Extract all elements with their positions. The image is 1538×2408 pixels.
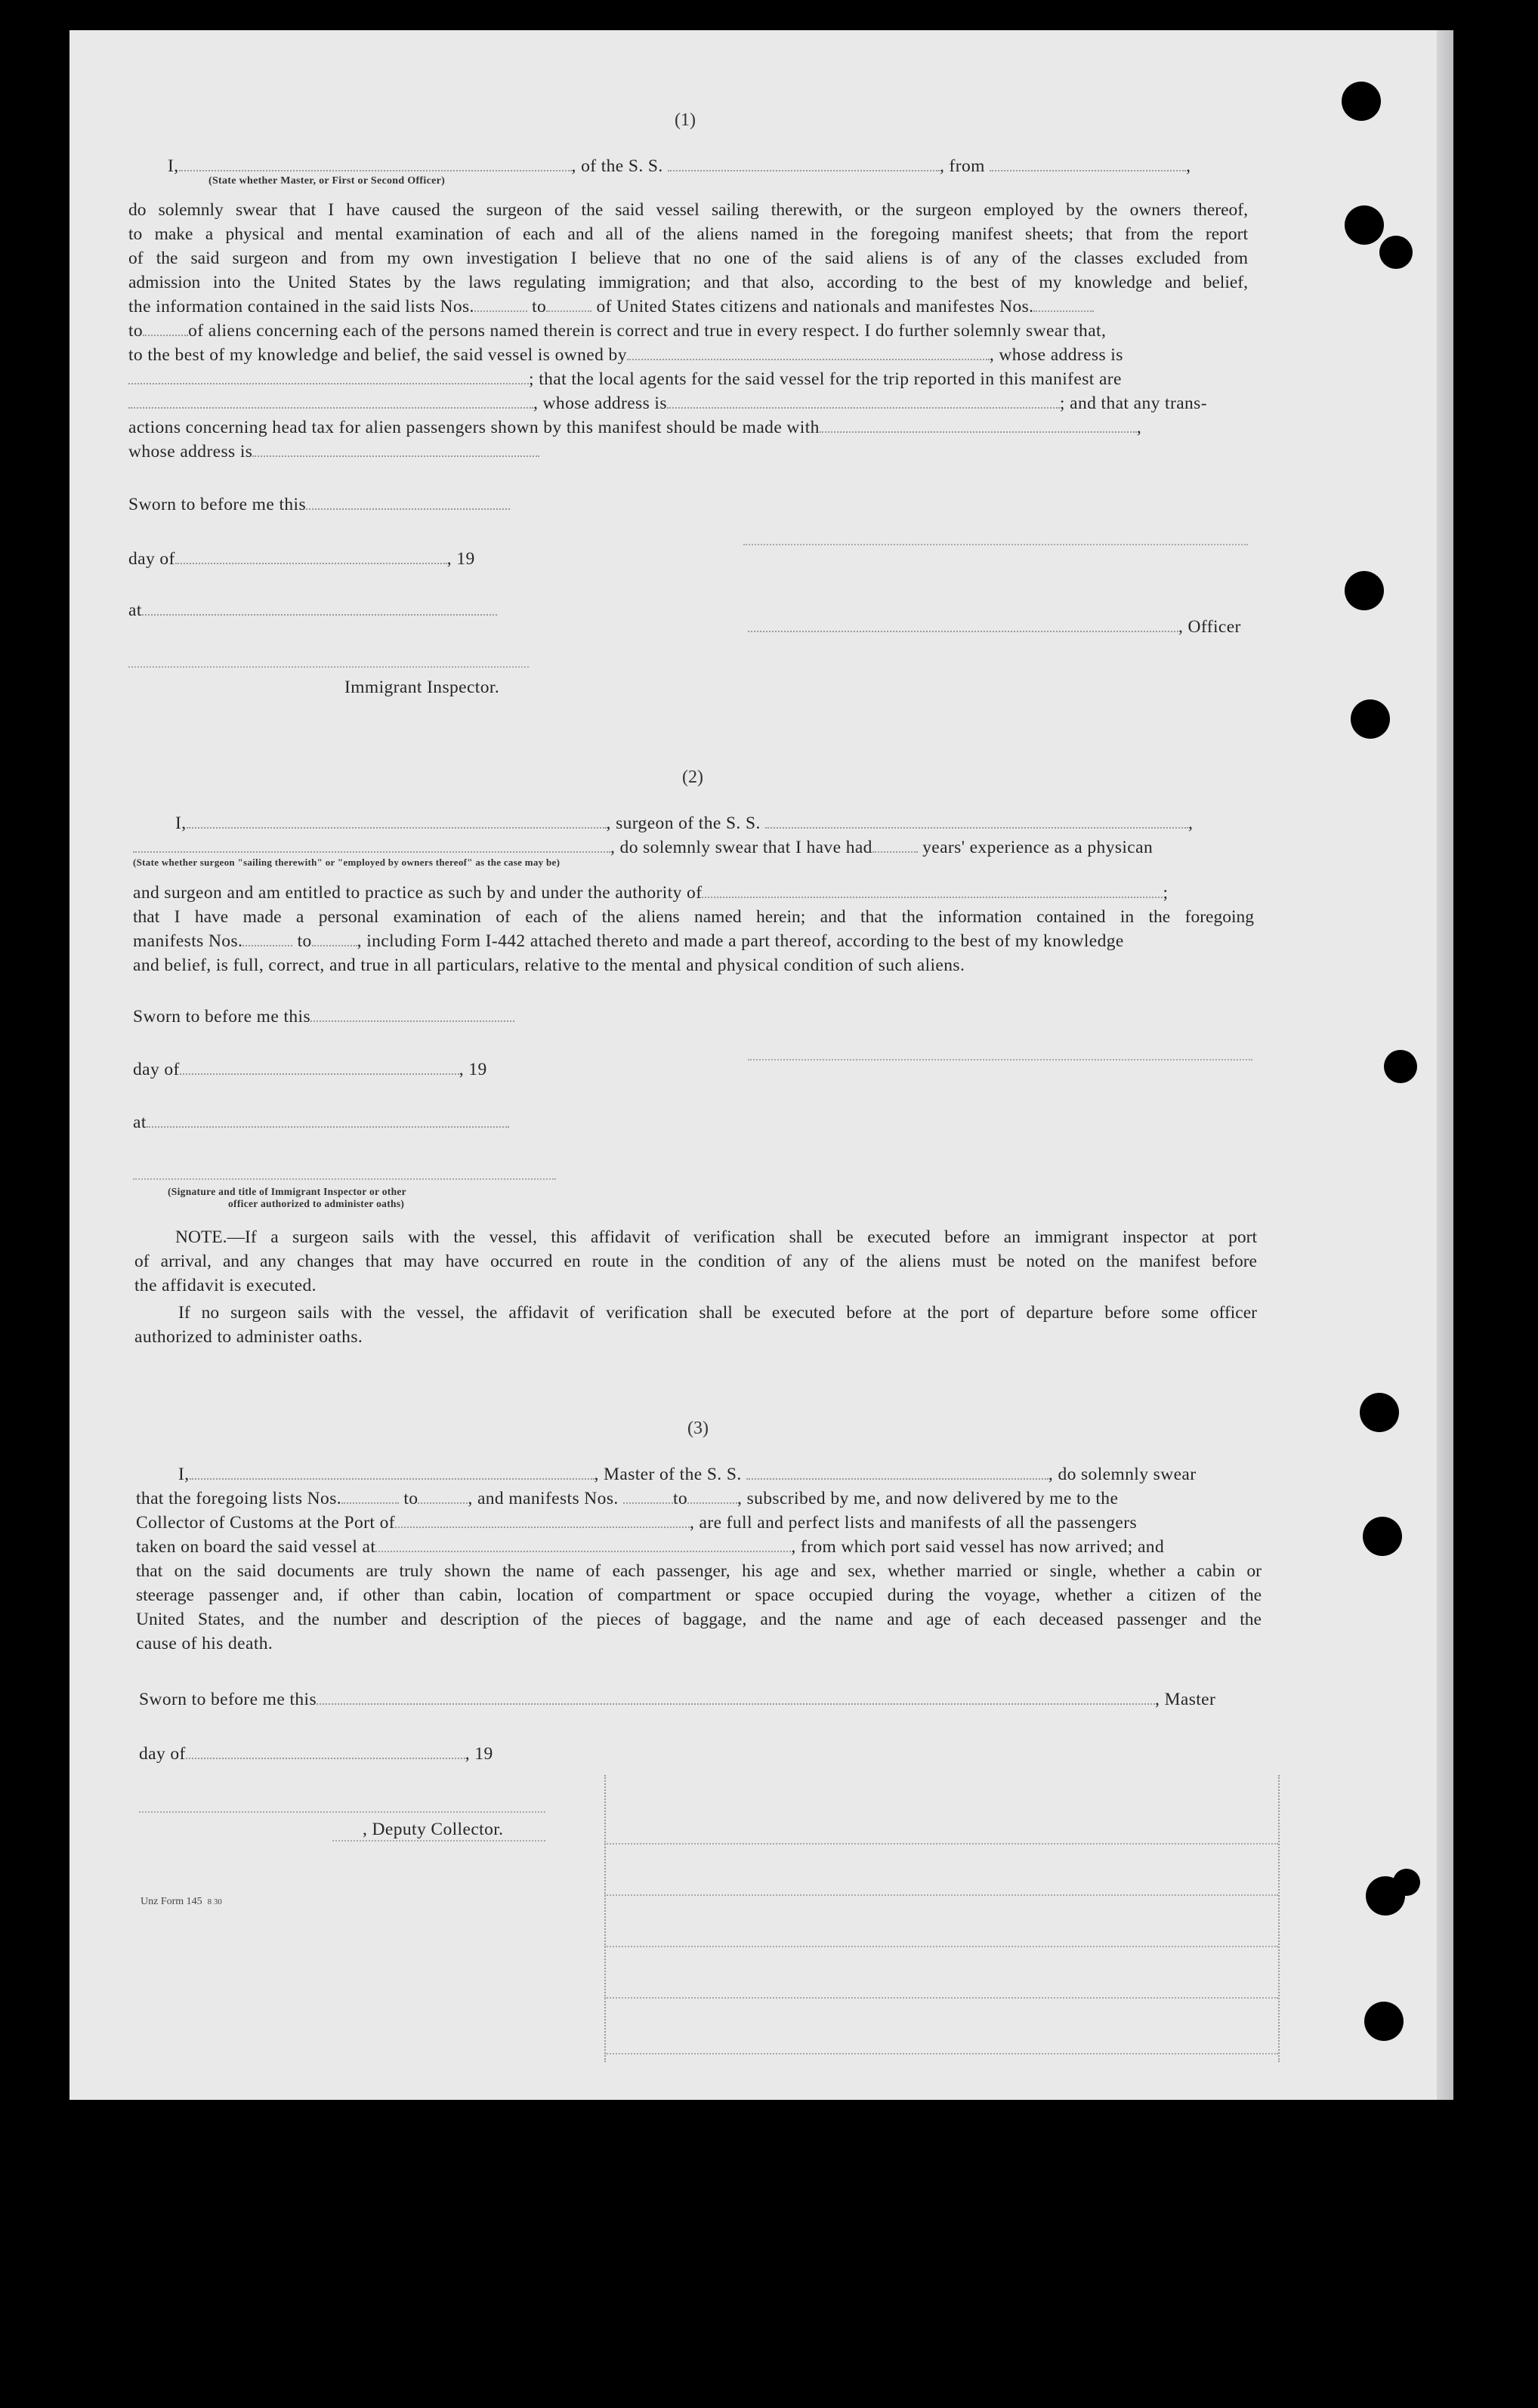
form-number: Unz Form 145 8 30 (141, 1896, 222, 1907)
s2-note-line: of arrival, and any changes that may have occurred en route in the condition of any of the aliens must be noted on the manifest before (134, 1252, 1257, 1271)
s3-para-line: cause of his death. (136, 1634, 273, 1653)
s2-line-2: , do solemnly swear that I have had years' experience as a physican (133, 835, 1153, 860)
punch-hole (1384, 1050, 1417, 1083)
s2-para-line: and belief, is full, correct, and true in all particulars, relative to the mental and physical condition of such aliens. (133, 955, 965, 975)
s2-surgeon-note: (State whether surgeon "sailing therewith" or "employed by owners thereof" as the case may be) (133, 857, 561, 868)
s1-officer: , Officer (748, 615, 1241, 639)
punch-hole (1364, 2002, 1404, 2041)
s2-note-line: If no surgeon sails with the vessel, the affidavit of verification shall be executed before at the port of departure before some officer (178, 1303, 1257, 1323)
punch-hole (1345, 571, 1384, 610)
box-border (604, 2053, 1278, 2055)
s3-dayof: day of , 19 (139, 1744, 493, 1764)
s1-para-line: admission into the United States by the laws regulating immigration; and that also, according to the best of my knowledge and belief, (128, 273, 1248, 292)
punch-hole (1393, 1869, 1420, 1896)
s1-lists-line: the information contained in the said lists Nos. to of United States citizens and nationals and manifestes Nos. (128, 295, 1094, 319)
s2-signature-caption: officer authorized to administer oaths) (228, 1198, 405, 1209)
s3-line-2: that the foregoing lists Nos. to , and manifests Nos. to , subscribed by me, and now delivered by me to the (136, 1489, 1119, 1508)
box-border (604, 1997, 1278, 1999)
box-border (604, 1946, 1278, 1947)
s2-signature-line (748, 1059, 1252, 1060)
s3-deputy-collector: , Deputy Collector. (363, 1820, 504, 1839)
s1-address-line: , whose address is ; and that any trans- (128, 391, 1207, 415)
s2-at: at (133, 1110, 509, 1135)
s2-para-line: that I have made a personal examination of each of the aliens named herein; and that the information contained in the foregoing (133, 907, 1254, 927)
punch-hole (1379, 236, 1413, 269)
section-2-number: (2) (682, 767, 703, 787)
s1-aliens-line: to of aliens concerning each of the persons named therein is correct and true in every respect. I do further solemnly swear that, (128, 321, 1107, 341)
s2-dayof: day of , 19 (133, 1060, 487, 1079)
s1-at: at (128, 598, 497, 622)
s2-sworn: Sworn to before me this (133, 1005, 514, 1029)
s2-inspector-line (133, 1178, 556, 1180)
s1-immigrant-inspector: Immigrant Inspector. (344, 678, 500, 697)
s3-sig-line (332, 1840, 545, 1842)
sheet-edge (1437, 30, 1453, 2100)
punch-hole (1360, 1393, 1399, 1432)
punch-hole (1351, 699, 1390, 739)
punch-hole (1363, 1517, 1402, 1556)
s2-manifest-line: manifests Nos. to , including Form I-442 attached thereto and made a part thereof, according to the best of my knowledge (133, 931, 1124, 951)
s3-para-line: steerage passenger and, if other than cabin, location of compartment or space occupied during the voyage, whether a citizen of the (136, 1585, 1262, 1605)
s1-line-1: I, , of the S. S. , from , (168, 156, 1191, 176)
s1-para-line: of the said surgeon and from my own investigation I believe that no one of the said aliens is of any of the classes excluded from (128, 249, 1248, 268)
s3-line-4: taken on board the said vessel at , from which port said vessel has now arrived; and (136, 1537, 1165, 1557)
s2-note-line: the affidavit is executed. (134, 1276, 317, 1295)
s3-para-line: that on the said documents are truly shown the name of each passenger, his age and sex, whether married or single, whether a cabin or (136, 1561, 1262, 1581)
s1-dayof: day of , 19 (128, 549, 475, 569)
s2-note-line: NOTE.—If a surgeon sails with the vessel, this affidavit of verification shall be executed before an immigrant inspector at port (175, 1227, 1257, 1247)
section-1-number: (1) (675, 110, 696, 130)
box-border (1278, 1775, 1280, 2062)
box-border (604, 1775, 606, 2062)
s2-signature-caption: (Signature and title of Immigrant Inspector or other (168, 1186, 406, 1197)
s3-para-line: United States, and the number and description of the pieces of baggage, and the name and age of each deceased passenger and the (136, 1610, 1262, 1629)
s1-sworn: Sworn to before me this (128, 492, 510, 517)
s1-para-line: do solemnly swear that I have caused the surgeon of the said vessel sailing therewith, or the surgeon employed by the owners thereof, (128, 200, 1248, 220)
box-border (604, 1843, 1278, 1845)
s1-para-line: to make a physical and mental examination of each and all of the aliens named in the foregoing manifest sheets; that from the report (128, 224, 1248, 244)
s1-inspector-line (128, 666, 529, 668)
s1-owner-line: to the best of my knowledge and belief, the said vessel is owned by , whose address is (128, 345, 1123, 365)
punch-hole (1342, 82, 1381, 121)
s1-officer-note: (State whether Master, or First or Second Officer) (208, 175, 446, 187)
box-border (604, 1894, 1278, 1896)
punch-hole (1345, 205, 1384, 245)
s3-line-3: Collector of Customs at the Port of , are full and perfect lists and manifests of all the passengers (136, 1513, 1137, 1533)
s2-authority-line: and surgeon and am entitled to practice as such by and under the authority of ; (133, 883, 1169, 903)
s2-line-1: I, , surgeon of the S. S. , (175, 813, 1194, 833)
s3-line-1: I, , Master of the S. S. , do solemnly swear (178, 1465, 1197, 1484)
s1-agents-line: ; that the local agents for the said vessel for the trip reported in this manifest are (128, 367, 1122, 391)
s1-whose-line: whose address is (128, 440, 539, 464)
s3-sig-line (139, 1811, 545, 1813)
s1-headtax-line: actions concerning head tax for alien passengers shown by this manifest should be made with , (128, 418, 1142, 437)
section-3-number: (3) (687, 1419, 709, 1438)
s3-sworn: Sworn to before me this , Master (139, 1690, 1216, 1709)
s2-note-line: authorized to administer oaths. (134, 1327, 363, 1347)
s1-signature-line (743, 544, 1248, 545)
